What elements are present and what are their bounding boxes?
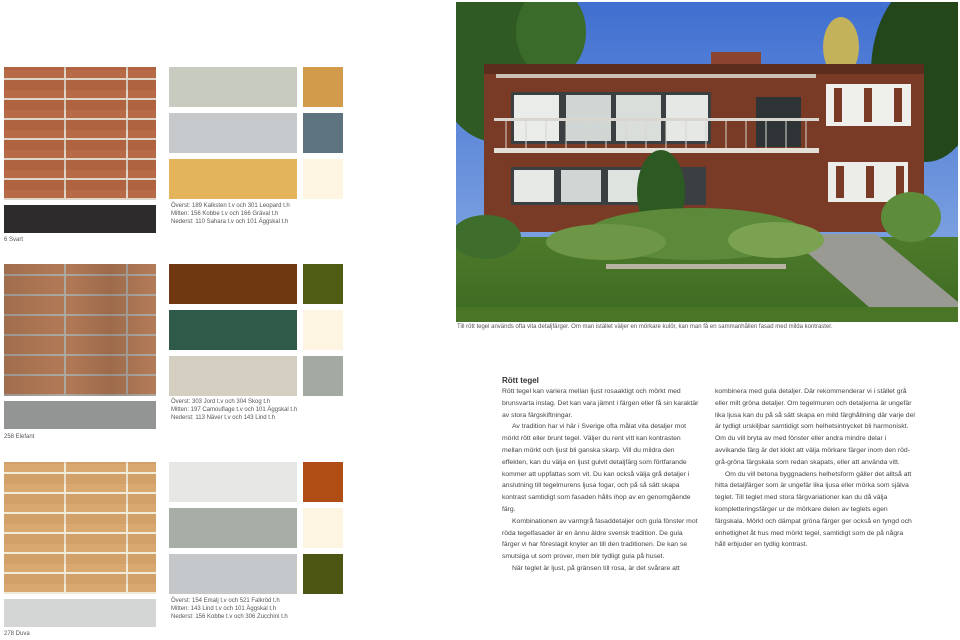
detail-swatch-left: [169, 462, 297, 502]
photo-caption: Till rött tegel används ofta vita detaljfärger. Om man istället väljer en mörkare kulör, kan man få en sammanhållen fasad med milda kontraster.: [457, 324, 833, 330]
detail-swatch-right: [303, 508, 343, 548]
house-photo: [456, 2, 958, 322]
color-name-label: 258 Elefant: [4, 434, 35, 440]
detail-swatch-left: [169, 508, 297, 548]
detail-swatch-right: [303, 554, 343, 594]
base-swatch: [4, 205, 156, 233]
article-column-2: kombinera med gula detaljer. Där rekommenderar vi i stället grå eller milt gröna detaljer. Om tegelmuren och detaljerna är ungefär lika ljusa kan du på så sätt skapa en mild färghållning där varje del är tydligt urskiljbar samtidigt som helhetsintrycket bli harmoniskt. Om du vill bryta av med fönster eller andra mindre delar i avvikande färg är det klokt att välja mörkare färger inom den röd-grå-gröna färgskala som redan skapats, eller att använda vitt. Om du vill betona byggnadens helhetsform gäller det alltså att hitta detaljfärger som är ungefär lika ljusa eller mörka som själva teglet. Till teglet med stora färgvariationer kan du då välja kompletteringsfärger ur de mörkare delen av teglets egen färgskala. Mörkt och dämpat gröna färger ger också en tyngd och enhetlighet åt hus med mörkt tegel, samtidigt som de på några håll erbjuder en tydlig kontrast.: [715, 388, 915, 549]
detail-swatch-left: [169, 159, 297, 199]
detail-swatch-right: [303, 310, 343, 350]
brick-sample-red: [4, 67, 156, 200]
color-name-label: 6 Svart: [4, 237, 24, 243]
detail-swatch-right: [303, 264, 343, 304]
detail-swatch-left: [169, 67, 297, 107]
brick-sample-yellow: [4, 462, 156, 594]
base-swatch: [4, 401, 156, 429]
detail-swatch-right: [303, 113, 343, 153]
swatch-caption: Överst: 154 Emalj t.v och 521 Falkröd t.h Mitten: 143 Lind t.v och 101 Äggskal t.h Nederst: 156 Kobbe t.v och 306 Zucchini t.h: [171, 598, 288, 620]
detail-swatch-left: [169, 356, 297, 396]
swatch-caption: Överst: 189 Kalksten t.v och 301 Leopard t.h Mitten: 156 Kobbe t.v och 166 Gräval t.h Nederst: 110 Sahara t.v och 101 Äggskal t.h: [171, 203, 290, 225]
detail-swatch-right: [303, 67, 343, 107]
base-swatch: [4, 599, 156, 627]
detail-swatch-left: [169, 113, 297, 153]
detail-swatch-right: [303, 356, 343, 396]
detail-swatch-right: [303, 159, 343, 199]
detail-swatch-left: [169, 554, 297, 594]
article-column-1: Rött tegel kan variera mellan ljust rosaaktigt och mörkt med brunsvarta inslag. Det kan vara jämnt i färgen eller få sin karaktär av stora färgskiftningar. Av tradition har vi här i Sverige ofta målat vita detaljer mot mörkt rött eller brunt tegel. Väljer du rent vitt kan kontrasten mellan mörkt och ljust bli ganska skarp. Vill du mildra den effekten, kan du välja en ljust gulvit detaljfärg som förtfarande kommer att uppfattas som vit. Du kan också välja grå detaljer i anslutning till tegelmurens ljusa fogar, och på så sätt skapa kontrast samtidigt som fasaden hålls ihop av en genomgående färg. Kombinationen av varmgrå fasaddetaljer och gula fönster mot röda tegelfasader är en ännu äldre svensk tradition. De gula färger vi har föreslagit knyter an till den traditionen. De kan se smutsiga ut som prover, men blir tydligt gula på huset. När teglet är ljust, på gränsen till rosa, är det svårare att: [502, 388, 699, 572]
brick-sample-grey: [4, 264, 156, 396]
detail-swatch-left: [169, 264, 297, 304]
swatch-caption: Överst: 303 Jord t.v och 304 Skog t.h Mitten: 197 Camouflage t.v och 101 Äggskal t.h Nederst: 113 Näver t.v och 143 Lind t.h: [171, 399, 298, 421]
detail-swatch-left: [169, 310, 297, 350]
detail-swatch-right: [303, 462, 343, 502]
color-name-label: 278 Duva: [4, 631, 30, 637]
article-heading: Rött tegel: [502, 376, 539, 385]
